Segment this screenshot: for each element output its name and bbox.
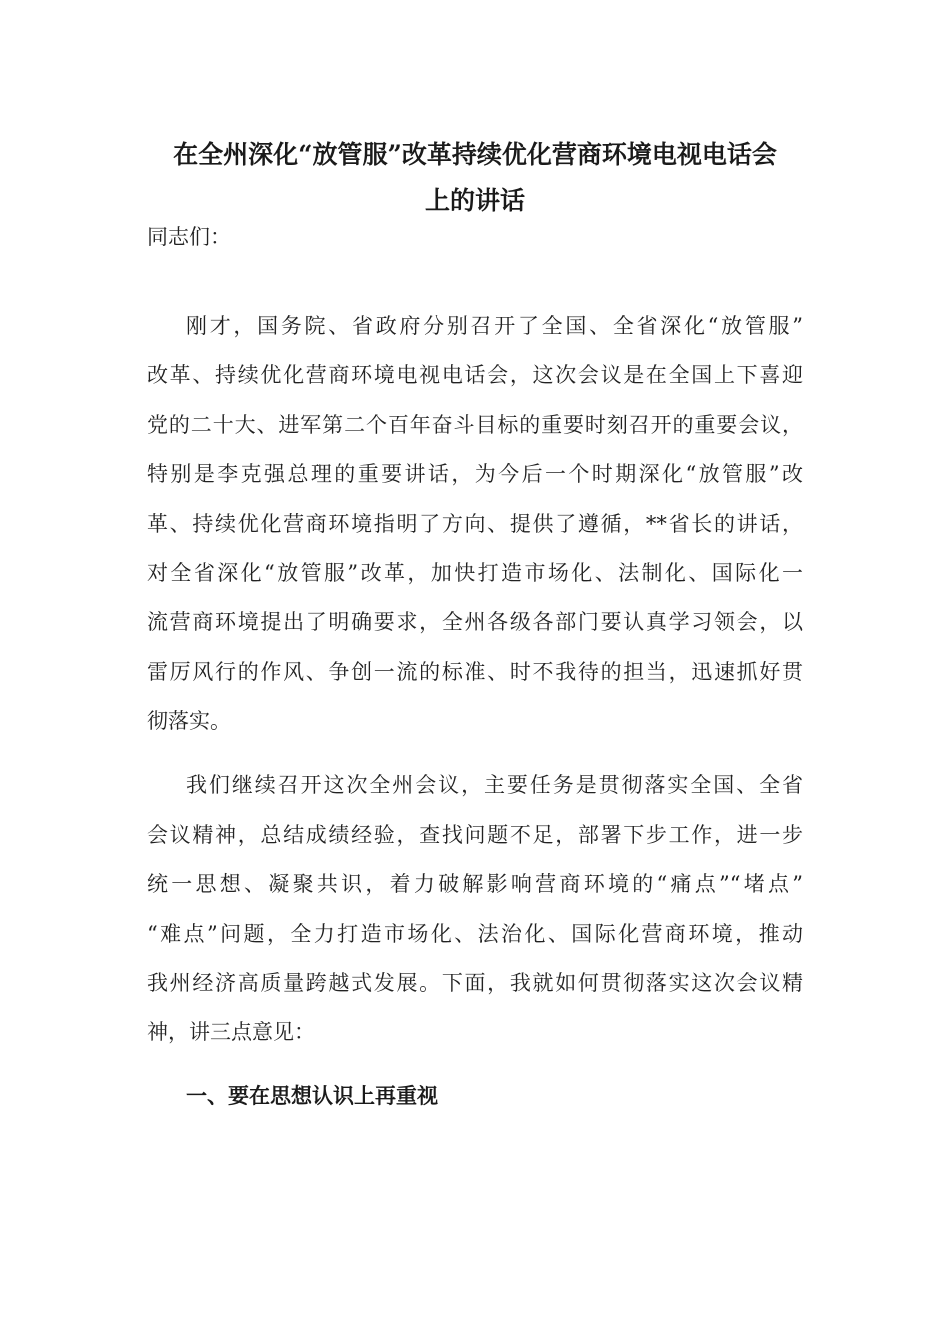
- section-heading: 一、要在思想认识上再重视: [186, 1083, 438, 1108]
- paragraph-2-line: “难点”问题，全力打造市场化、法治化、国际化营商环境，推动: [147, 922, 803, 946]
- paragraph-1-line: 对全省深化“放管服”改革，加快打造市场化、法制化、国际化一: [147, 561, 803, 585]
- paragraph-1-line: 彻落实。: [147, 709, 231, 733]
- paragraph-2-line: 我们继续召开这次全州会议，主要任务是贯彻落实全国、全省: [186, 773, 803, 797]
- paragraph-1-line: 刚才，国务院、省政府分别召开了全国、全省深化“放管服”: [186, 314, 803, 338]
- paragraph-1-line: 特别是李克强总理的重要讲话，为今后一个时期深化“放管服”改: [147, 462, 803, 486]
- paragraph-2-line: 会议精神，总结成绩经验，查找问题不足，部署下步工作，进一步: [147, 823, 803, 847]
- paragraph-1-line: 雷厉风行的作风、争创一流的标准、时不我待的担当，迅速抓好贯: [147, 660, 803, 684]
- document-title-line-2: 上的讲话: [424, 186, 525, 215]
- paragraph-2-line: 我州经济高质量跨越式发展。下面，我就如何贯彻落实这次会议精: [147, 971, 803, 995]
- paragraph-2-line: 神，讲三点意见：: [147, 1020, 315, 1044]
- paragraph-1-line: 党的二十大、进军第二个百年奋斗目标的重要时刻召开的重要会议，: [147, 413, 803, 437]
- salutation: 同志们：: [147, 225, 231, 249]
- paragraph-2-line: 统一思想、凝聚共识，着力破解影响营商环境的“痛点”“堵点”: [147, 872, 803, 896]
- paragraph-1-line: 改革、持续优化营商环境电视电话会，这次会议是在全国上下喜迎: [147, 363, 803, 387]
- document-title-line-1: 在全州深化“放管服”改革持续优化营商环境电视电话会: [173, 140, 777, 169]
- paragraph-1-line: 革、持续优化营商环境指明了方向、提供了遵循，**省长的讲话，: [147, 512, 803, 536]
- paragraph-1-line: 流营商环境提出了明确要求，全州各级各部门要认真学习领会，以: [147, 610, 803, 634]
